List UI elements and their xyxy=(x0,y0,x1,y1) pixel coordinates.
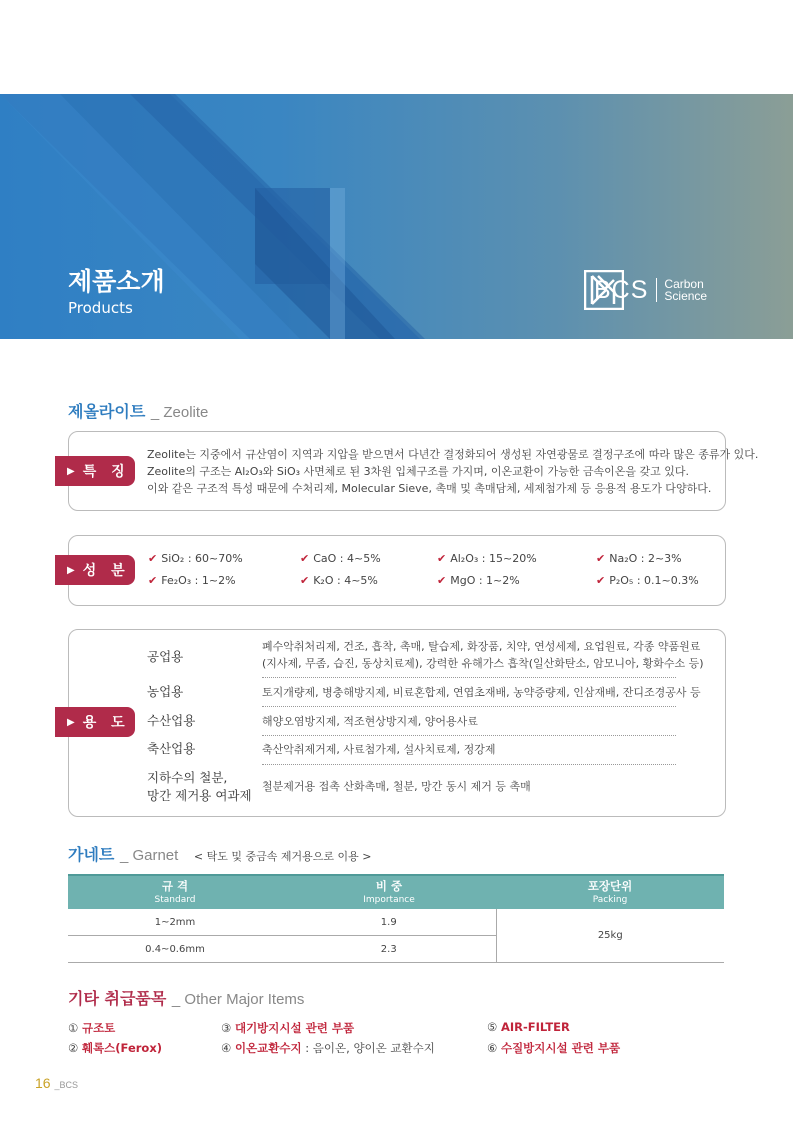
triangle-right-icon: ▶ xyxy=(67,716,75,728)
composition-item: ✔ K₂O : 4~5% xyxy=(300,574,378,587)
composition-item: ✔ SiO₂ : 60~70% xyxy=(148,552,243,565)
use-name: 공업용 xyxy=(147,649,184,664)
page-title: 제품소개 xyxy=(68,267,165,296)
other-item: ④ 이온교환수지 : 음이온, 양이온 교환수지 xyxy=(221,1041,435,1055)
use-divider xyxy=(262,764,676,765)
composition-tag xyxy=(55,555,135,585)
composition-item: ✔ Al₂O₃ : 15~20% xyxy=(437,552,537,565)
zeolite-title-en: _ Zeolite xyxy=(150,404,209,421)
uses-tag xyxy=(55,707,135,737)
other-item: ③ 대기방지시설 관련 부품 xyxy=(221,1021,355,1035)
other-item: ① 규조토 xyxy=(68,1021,116,1035)
cell-importance: 1.9 xyxy=(282,909,496,936)
composition-label: 성 분 xyxy=(82,563,130,579)
other-title-en: _ Other Major Items xyxy=(171,991,305,1008)
company-logo xyxy=(584,270,707,310)
col-header-importance: 비 중 Importance xyxy=(282,875,496,909)
cell-standard: 1~2mm xyxy=(68,909,282,936)
zeolite-title-ko: 제올라이트 xyxy=(68,402,146,421)
use-divider xyxy=(262,735,676,736)
use-name: 축산업용 xyxy=(147,741,196,756)
feature-text xyxy=(147,446,758,497)
feature-line: Zeolite는 지중에서 규산염이 지역과 지압을 받으면서 다년간 결정화되어 생성된 자연광물로 결정구조에 따라 많은 종류가 있다. xyxy=(147,448,759,461)
garnet-title-ko: 가네트 xyxy=(68,845,115,864)
uses-label: 용 도 xyxy=(82,715,130,731)
use-desc: 해양오염방지제, 적조현상방지제, 양어용사료 xyxy=(262,715,478,728)
feature-line: Zeolite의 구조는 Al₂O₃와 SiO₃ 사면체로 된 3차원 입체구조를 가지며, 이온교환이 가능한 금속이온을 갖고 있다. xyxy=(147,465,689,478)
other-title xyxy=(68,986,304,1009)
composition-item: ✔ Fe₂O₃ : 1~2% xyxy=(148,574,236,587)
check-icon: ✔ xyxy=(437,552,447,565)
feature-label: 특 징 xyxy=(82,464,130,480)
feature-line: 이와 같은 구조적 특성 때문에 수처리제, Molecular Sieve, 촉매 및 촉매담체, 세제첨가제 등 응용적 용도가 다양하다. xyxy=(147,482,712,495)
composition-item: ✔ Na₂O : 2~3% xyxy=(596,552,682,565)
use-divider xyxy=(262,706,676,707)
use-divider xyxy=(262,677,676,678)
other-item: ⑤ AIR-FILTER xyxy=(487,1020,570,1034)
garnet-table xyxy=(68,874,724,963)
page-subtitle: Products xyxy=(68,299,133,317)
page-number: 16 _BCS xyxy=(35,1075,78,1091)
use-desc: 폐수악취처리제, 건조, 흡착, 촉매, 탈습제, 화장품, 치약, 연성세제, 요업원료, 각종 약품원료 (지사제, 무좀, 습진, 동상치료제), 강력한 유해가스 흡착(일산화탄소, 암모니아, 황화수소 등) xyxy=(262,640,704,670)
logo-line2: Science xyxy=(664,289,708,303)
bcs-logo-icon xyxy=(584,270,624,310)
table-header-row xyxy=(68,875,724,909)
check-icon: ✔ xyxy=(596,552,606,565)
check-icon: ✔ xyxy=(300,552,310,565)
use-desc: 철분제거용 접촉 산화촉매, 철분, 망간 동시 제거 등 촉매 xyxy=(262,780,531,793)
check-icon: ✔ xyxy=(437,574,447,587)
use-desc: 토지개량제, 병충해방지제, 비료혼합제, 연엽초재배, 농약증량제, 인삼재배, 잔디조경공사 등 xyxy=(262,686,701,699)
cell-importance: 2.3 xyxy=(282,936,496,963)
composition-box xyxy=(68,535,726,606)
use-desc: 축산악취제거제, 사료첨가제, 설사치료제, 정강제 xyxy=(262,743,496,756)
check-icon: ✔ xyxy=(148,574,158,587)
check-icon: ✔ xyxy=(148,552,158,565)
cell-standard: 0.4~0.6mm xyxy=(68,936,282,963)
triangle-right-icon: ▶ xyxy=(67,465,75,477)
other-item: ⑥ 수질방지시설 관련 부품 xyxy=(487,1041,621,1055)
logo-subtext xyxy=(664,278,707,302)
composition-item: ✔ P₂O₅ : 0.1~0.3% xyxy=(596,574,699,587)
logo-divider xyxy=(656,278,657,302)
use-name: 지하수의 철분, 망간 제거용 여과제 xyxy=(147,770,252,803)
check-icon: ✔ xyxy=(596,574,606,587)
other-title-ko: 기타 취급품목 xyxy=(68,989,167,1008)
composition-item: ✔ CaO : 4~5% xyxy=(300,552,381,565)
use-name: 농업용 xyxy=(147,684,184,699)
zeolite-title xyxy=(68,399,208,422)
logo-text: BCS xyxy=(594,275,649,304)
check-icon: ✔ xyxy=(300,574,310,587)
triangle-right-icon: ▶ xyxy=(67,564,75,576)
garnet-note: < 탁도 및 중금속 제거용으로 이용 > xyxy=(193,850,372,863)
col-header-packing: 포장단위 Packing xyxy=(496,875,724,909)
use-name: 수산업용 xyxy=(147,713,196,728)
garnet-title-en: _ Garnet xyxy=(119,847,179,864)
header-banner xyxy=(0,94,793,339)
composition-item: ✔ MgO : 1~2% xyxy=(437,574,520,587)
garnet-title xyxy=(68,842,371,865)
feature-tag xyxy=(55,456,135,486)
logo-line1: Carbon xyxy=(664,277,704,291)
cell-packing: 25kg xyxy=(496,909,724,963)
other-item: ② 훼록스(Ferox) xyxy=(68,1041,162,1055)
col-header-standard: 규 격 Standard xyxy=(68,875,282,909)
table-row xyxy=(68,909,724,936)
